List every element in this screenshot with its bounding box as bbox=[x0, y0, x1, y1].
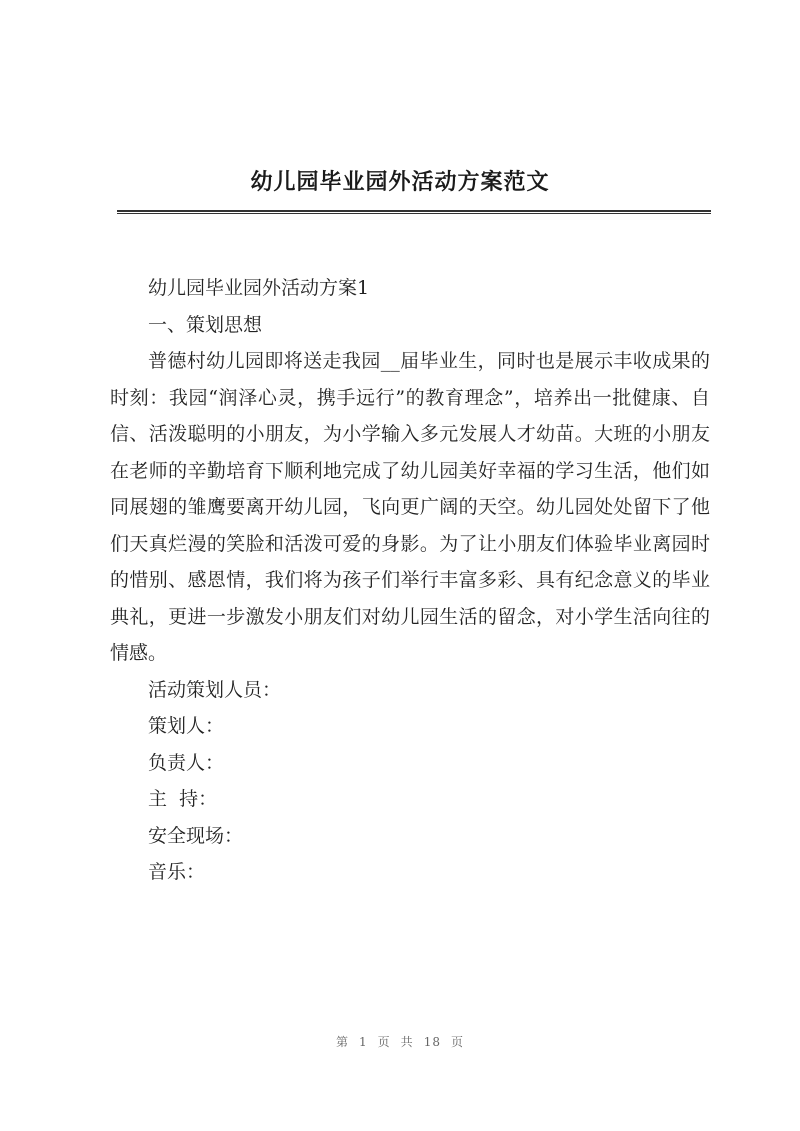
body-paragraph: 普德村幼儿园即将送走我园__届毕业生，同时也是展示丰收成果的时刻：我园“润泽心灵，携手远行”的教育理念”，培养出一批健康、自信、活泼聪明的小朋友，为小学输入多元发展人才幼苗。大班的小朋友在老师的辛勤培育下顺利地完成了幼儿园美好幸福的学习生活，他们如同展翅的雏鹰要离开幼儿园，飞向更广阔的天空。幼儿园处处留下了他们天真烂漫的笑脸和活泼可爱的身影。为了让小朋友们体验毕业离园时的惜别、感恩情，我们将为孩子们举行丰富多彩、具有纪念意义的毕业典礼，更进一步激发小朋友们对幼儿园生活的留念，对小学生活向往的情感。 bbox=[110, 350, 710, 664]
section-heading: 幼儿园毕业园外活动方案1 bbox=[148, 277, 370, 299]
title-divider bbox=[117, 210, 711, 214]
page-footer bbox=[0, 1033, 800, 1050]
music-line: 音乐： bbox=[148, 861, 206, 883]
page-title: 幼儿园毕业园外活动方案范文 bbox=[250, 169, 550, 195]
document-body bbox=[110, 270, 710, 891]
footer-page-label: 第 bbox=[336, 1035, 350, 1049]
footer-page-number: 1 bbox=[359, 1035, 368, 1049]
planner-line: 策划人： bbox=[148, 715, 225, 737]
responsible-line: 负责人： bbox=[148, 751, 225, 774]
footer-total-label: 共 bbox=[400, 1035, 414, 1049]
host-line: 主 持： bbox=[148, 788, 218, 810]
footer-total-unit: 页 bbox=[450, 1035, 464, 1049]
footer-total-pages: 18 bbox=[423, 1035, 441, 1049]
footer-page-unit: 页 bbox=[377, 1035, 391, 1049]
safety-line: 安全现场： bbox=[148, 824, 244, 847]
subsection-heading: 一、策划思想 bbox=[148, 313, 263, 336]
staff-heading: 活动策划人员： bbox=[148, 678, 282, 701]
